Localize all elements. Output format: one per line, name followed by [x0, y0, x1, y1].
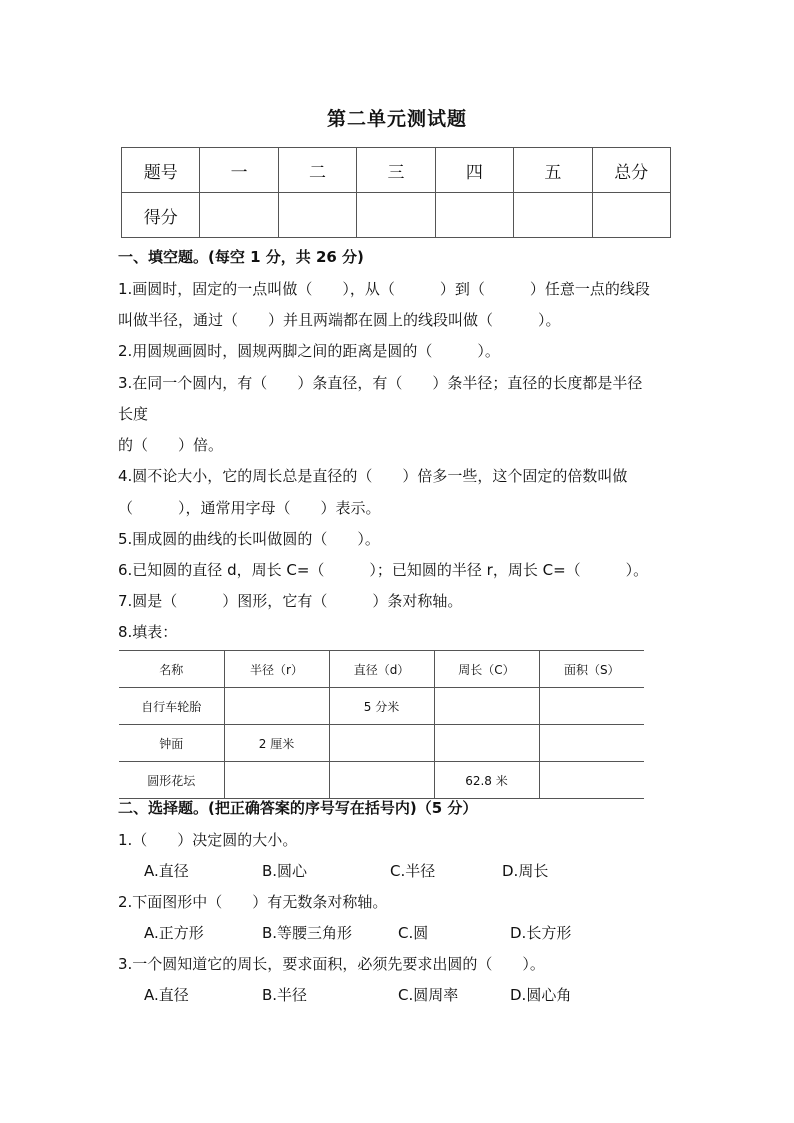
fill-cell: 62.8 米 [434, 762, 539, 799]
fill-cell[interactable] [539, 725, 644, 762]
option-a[interactable]: A.正方形 [144, 924, 204, 942]
option-c[interactable]: C.圆 [398, 924, 429, 942]
option-b[interactable]: B.半径 [262, 986, 308, 1004]
question-line: （ ），通常用字母（ ）表示。 [118, 499, 381, 517]
question-line: 的（ ）倍。 [118, 436, 224, 454]
question-line: 叫做半径，通过（ ）并且两端都在圆上的线段叫做（ ）。 [118, 311, 561, 329]
option-a[interactable]: A.直径 [144, 862, 189, 880]
table-row [119, 688, 644, 725]
question-line: 2.下面图形中（ ）有无数条对称轴。 [118, 893, 388, 911]
table-row [119, 762, 644, 799]
score-table [121, 147, 671, 238]
fill-header-cell: 周长（C） [434, 651, 539, 688]
score-header-cell: 一 [200, 148, 278, 193]
score-header-cell: 五 [514, 148, 592, 193]
score-header-cell: 二 [278, 148, 356, 193]
score-table-score-row [122, 193, 671, 238]
score-header-cell: 三 [357, 148, 435, 193]
fill-cell: 2 厘米 [224, 725, 329, 762]
score-header-cell: 总分 [592, 148, 670, 193]
fill-cell[interactable] [434, 688, 539, 725]
score-cell[interactable] [278, 193, 356, 238]
option-d[interactable]: D.圆心角 [510, 986, 572, 1004]
option-b[interactable]: B.圆心 [262, 862, 308, 880]
score-header-cell: 题号 [122, 148, 200, 193]
score-cell[interactable] [200, 193, 278, 238]
fill-header-cell: 半径（r） [224, 651, 329, 688]
fill-cell[interactable] [224, 762, 329, 799]
fill-header-cell: 面积（S） [539, 651, 644, 688]
fill-table-header-row [119, 651, 644, 688]
question-line: 3.一个圆知道它的周长，要求面积，必须先要求出圆的（ ）。 [118, 955, 545, 973]
option-d[interactable]: D.长方形 [510, 924, 572, 942]
fill-cell[interactable] [329, 725, 434, 762]
fill-cell[interactable] [539, 688, 644, 725]
score-cell[interactable] [357, 193, 435, 238]
table-row [119, 725, 644, 762]
question-line: 4.圆不论大小，它的周长总是直径的（ ）倍多一些，这个固定的倍数叫做 [118, 467, 628, 485]
option-b[interactable]: B.等腰三角形 [262, 924, 353, 942]
fill-header-cell: 名称 [119, 651, 224, 688]
section2-heading: 二、选择题。(把正确答案的序号写在括号内)（5 分） [118, 799, 478, 817]
question-line: 2.用圆规画圆时，圆规两脚之间的距离是圆的（ ）。 [118, 342, 500, 360]
fill-table [119, 650, 644, 799]
fill-cell[interactable] [224, 688, 329, 725]
score-row-label: 得分 [122, 193, 200, 238]
option-a[interactable]: A.直径 [144, 986, 189, 1004]
question-line: 3.在同一个圆内，有（ ）条直径，有（ ）条半径；直径的长度都是半径 [118, 374, 643, 392]
fill-cell[interactable] [329, 762, 434, 799]
option-d[interactable]: D.周长 [502, 862, 549, 880]
question-line: 5.围成圆的曲线的长叫做圆的（ ）。 [118, 530, 380, 548]
page-title: 第二单元测试题 [326, 108, 467, 130]
question-line: 7.圆是（ ）图形，它有（ ）条对称轴。 [118, 592, 463, 610]
question-line: 8.填表： [118, 623, 178, 641]
option-c[interactable]: C.圆周率 [398, 986, 459, 1004]
option-c[interactable]: C.半径 [390, 862, 436, 880]
score-table-header-row [122, 148, 671, 193]
question-line: 6.已知圆的直径 d，周长 C=（ ）；已知圆的半径 r，周长 C=（ ）。 [118, 561, 649, 579]
fill-cell: 钟面 [119, 725, 224, 762]
fill-cell[interactable] [434, 725, 539, 762]
fill-cell[interactable] [539, 762, 644, 799]
question-line: 1.画圆时，固定的一点叫做（ ），从（ ）到（ ）任意一点的线段 [118, 280, 650, 298]
question-line: 长度 [118, 405, 149, 423]
score-header-cell: 四 [435, 148, 513, 193]
fill-cell: 圆形花坛 [119, 762, 224, 799]
fill-cell: 5 分米 [329, 688, 434, 725]
score-cell[interactable] [592, 193, 670, 238]
fill-header-cell: 直径（d） [329, 651, 434, 688]
score-cell[interactable] [435, 193, 513, 238]
section1-heading: 一、填空题。(每空 1 分，共 26 分) [118, 248, 364, 266]
fill-cell: 自行车轮胎 [119, 688, 224, 725]
question-line: 1.（ ）决定圆的大小。 [118, 831, 298, 849]
score-cell[interactable] [514, 193, 592, 238]
